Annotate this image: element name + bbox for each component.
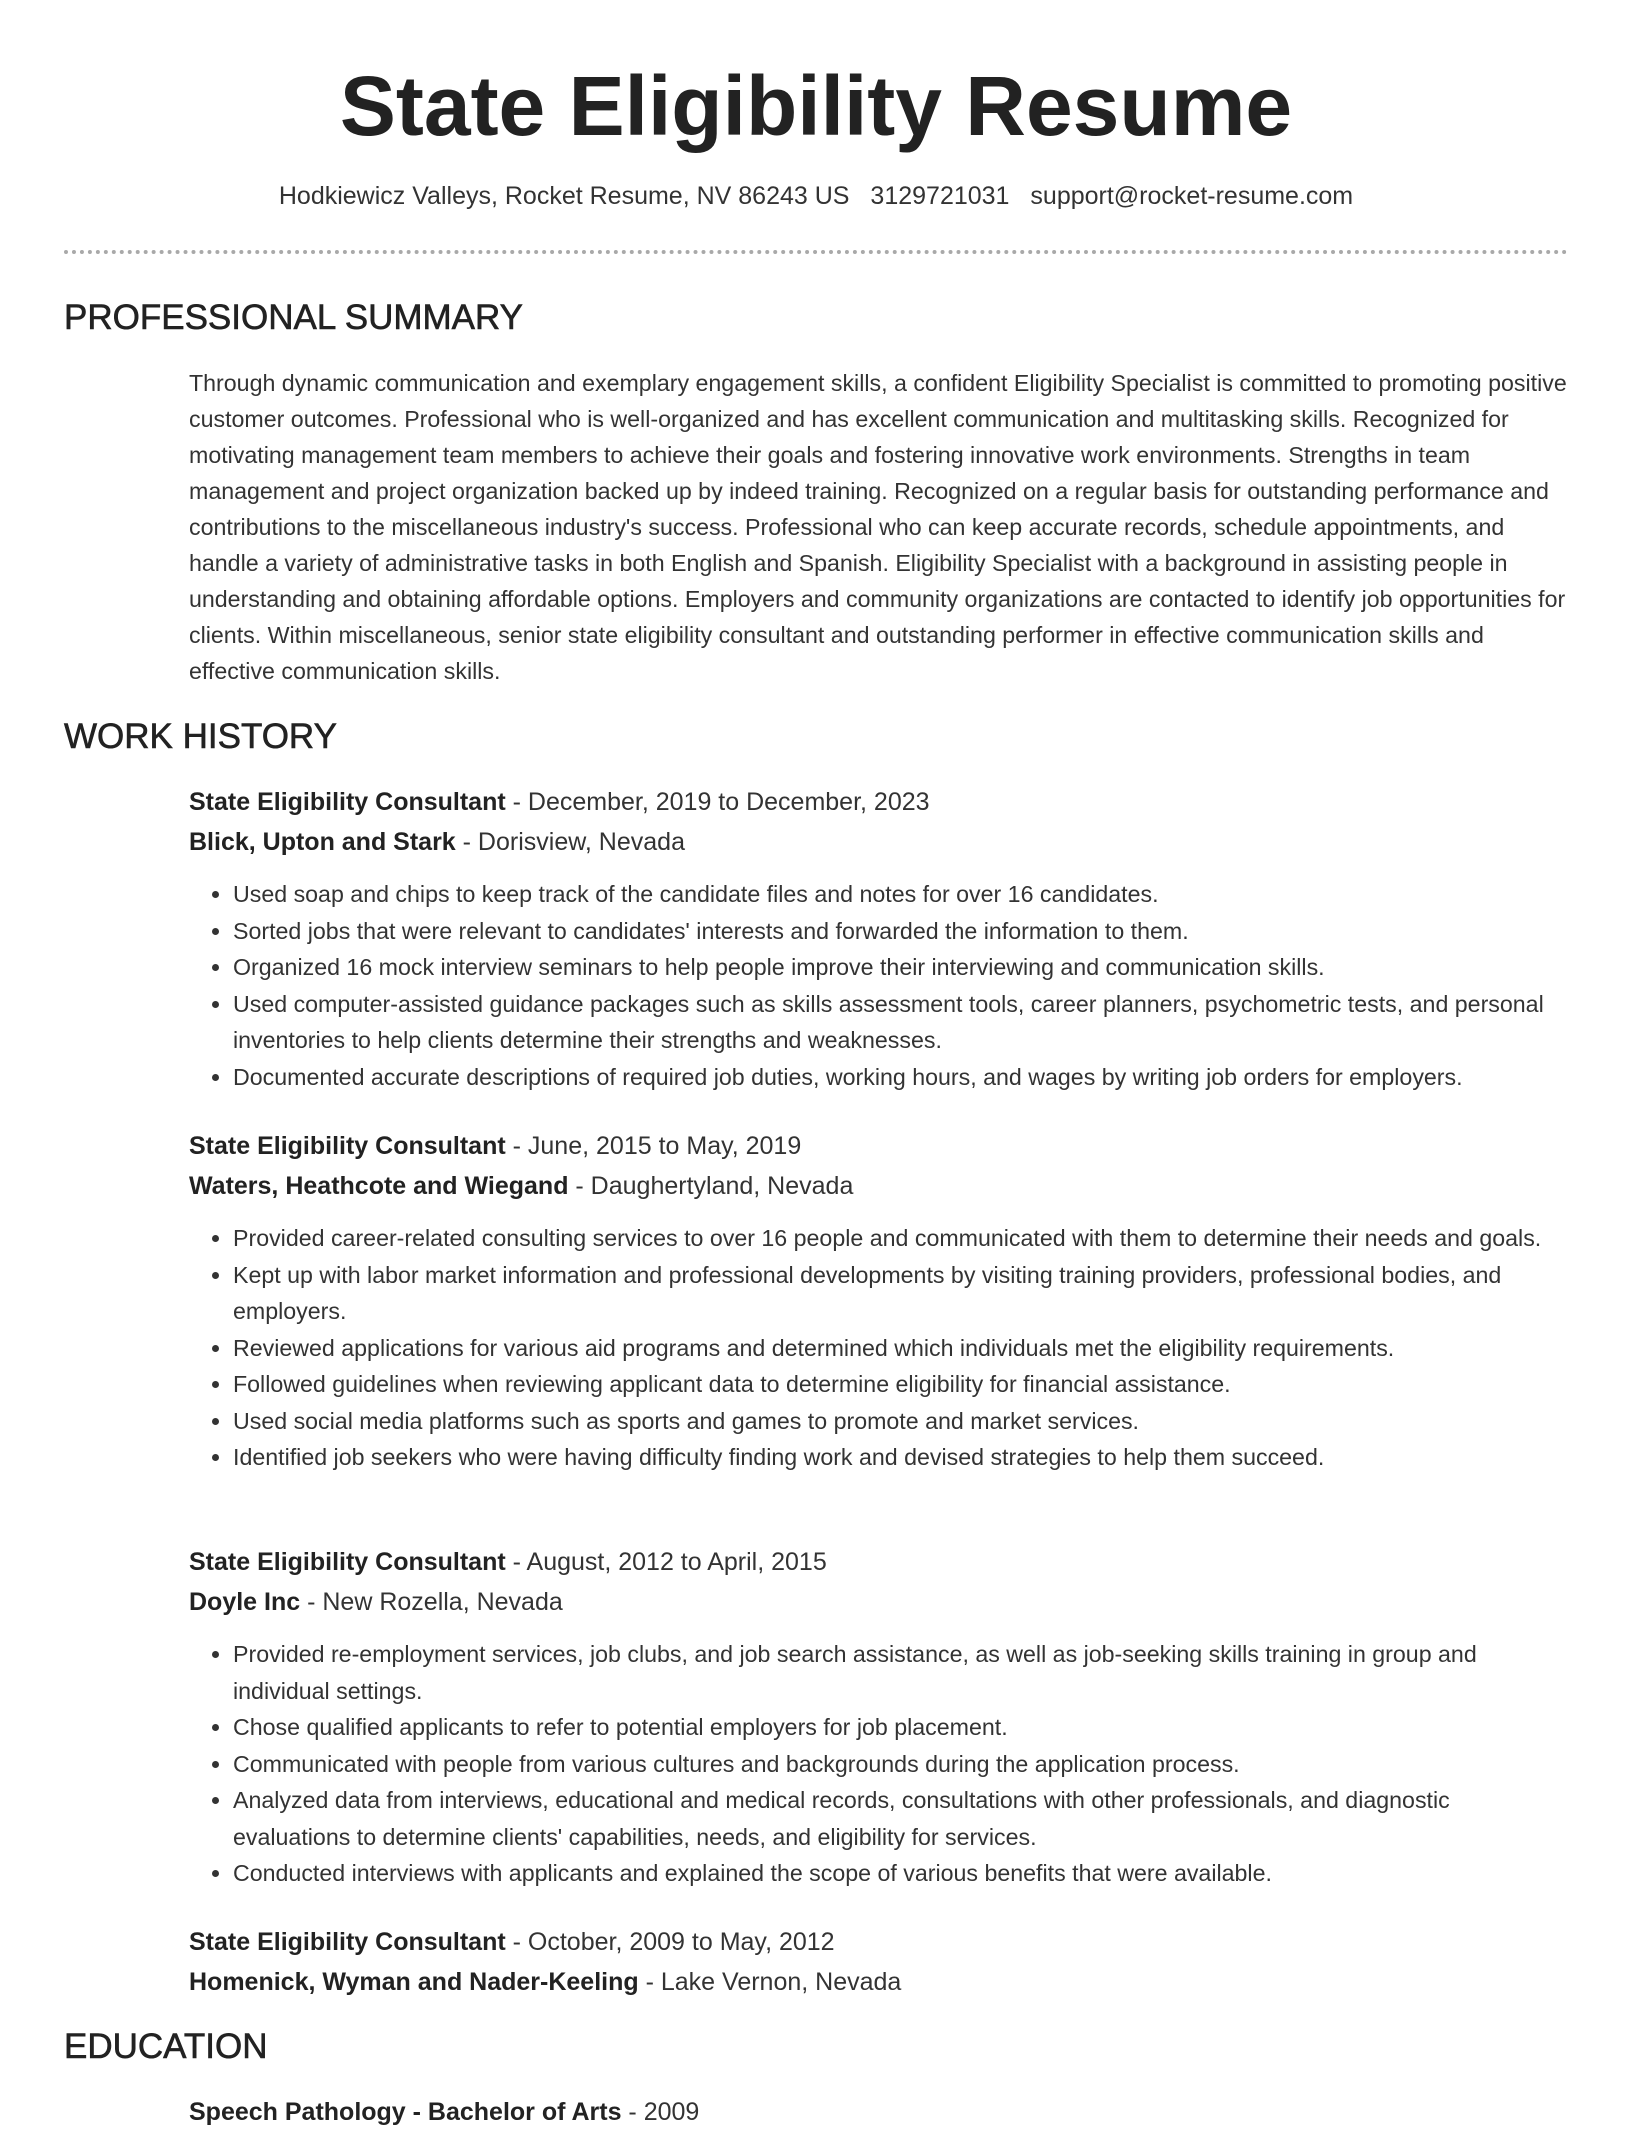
job-duties xyxy=(189,1636,1568,1892)
job-duty: • Sorted jobs that were relevant to candidates' interests and forwarded the information to them. xyxy=(233,913,1568,950)
job-title: State Eligibility Consultant xyxy=(189,788,506,816)
job-company-line xyxy=(189,1582,1568,1622)
job-entry xyxy=(189,1126,1568,1476)
job-title-line xyxy=(189,1922,1568,1962)
job-entry xyxy=(189,1922,1568,2002)
job-duty: • Communicated with people from various cultures and backgrounds during the application process. xyxy=(233,1746,1568,1783)
job-duty: • Provided career-related consulting services to over 16 people and communicated with them to determine their needs and goals. xyxy=(233,1220,1568,1257)
job-dates: - June, 2015 to May, 2019 xyxy=(505,1132,802,1160)
job-title: State Eligibility Consultant xyxy=(189,1548,506,1576)
work-history-heading: WORK HISTORY xyxy=(64,717,337,756)
job-duties xyxy=(189,1220,1568,1476)
job-company: Waters, Heathcote and Wiegand xyxy=(189,1172,569,1200)
header-divider xyxy=(64,250,1568,254)
education-degree: Speech Pathology - Bachelor of Arts xyxy=(189,2098,622,2126)
job-title: State Eligibility Consultant xyxy=(189,1132,506,1160)
job-duties xyxy=(189,876,1568,1095)
job-location: - Lake Vernon, Nevada xyxy=(638,1968,902,1996)
job-location: - New Rozella, Nevada xyxy=(300,1588,563,1616)
job-company: Blick, Upton and Stark xyxy=(189,828,456,856)
job-company: Doyle Inc xyxy=(189,1588,301,1616)
job-entry xyxy=(189,782,1568,1095)
job-entry xyxy=(189,1542,1568,1892)
summary-heading: PROFESSIONAL SUMMARY xyxy=(64,298,523,337)
job-title-line xyxy=(189,782,1568,822)
job-duty: • Chose qualified applicants to refer to potential employers for job placement. xyxy=(233,1709,1568,1746)
job-dates: - August, 2012 to April, 2015 xyxy=(505,1548,827,1576)
education-heading: EDUCATION xyxy=(64,2027,268,2066)
contact-phone: 3129721031 xyxy=(870,182,1010,210)
job-dates: - December, 2019 to December, 2023 xyxy=(505,788,930,816)
job-duty: • Reviewed applications for various aid programs and determined which individuals met the eligibility requirements. xyxy=(233,1330,1568,1367)
job-company-line xyxy=(189,822,1568,862)
job-duty: • Analyzed data from interviews, educational and medical records, consultations with other professionals, and diagnostic evaluations to determine clients' capabilities, needs, and eligibility for services. xyxy=(233,1782,1568,1855)
job-company-line xyxy=(189,1166,1568,1206)
job-duty: • Kept up with labor market information and professional developments by visiting training providers, professional bodies, and employers. xyxy=(233,1257,1568,1330)
job-title-line xyxy=(189,1542,1568,1582)
contact-email: support@rocket-resume.com xyxy=(1030,182,1354,210)
job-duty: • Organized 16 mock interview seminars to help people improve their interviewing and communication skills. xyxy=(233,949,1568,986)
summary-text: Through dynamic communication and exemplary engagement skills, a confident Eligibility Specialist is committed to promoting positive customer outcomes. Professional who is well-organized and has excellent communication and multitasking skills. Recognized for motivating management team members to achieve their goals and fostering innovative work environments. Strengths in team management and project organization backed up by indeed training. Recognized on a regular basis for outstanding performance and contributions to the miscellaneous industry's success. Professional who can keep accurate records, schedule appointments, and handle a variety of administrative tasks in both English and Spanish. Eligibility Specialist with a background in assisting people in understanding and obtaining affordable options. Employers and community organizations are contacted to identify job opportunities for clients. Within miscellaneous, senior state eligibility consultant and outstanding performer in effective communication skills and effective communication skills. xyxy=(189,370,1567,684)
job-location: - Daughertyland, Nevada xyxy=(568,1172,854,1200)
contact-address: Hodkiewicz Valleys, Rocket Resume, NV 86243 US xyxy=(278,182,850,210)
job-duty: • Used computer-assisted guidance packages such as skills assessment tools, career planners, psychometric tests, and personal inventories to help clients determine their strengths and weaknesses. xyxy=(233,986,1568,1059)
job-duty: • Used soap and chips to keep track of the candidate files and notes for over 16 candidates. xyxy=(233,876,1568,913)
job-duty: • Provided re-employment services, job clubs, and job search assistance, as well as job-seeking skills training in group and individual settings. xyxy=(233,1636,1568,1709)
job-dates: - October, 2009 to May, 2012 xyxy=(505,1928,835,1956)
education-year: - 2009 xyxy=(621,2098,700,2126)
job-location: - Dorisview, Nevada xyxy=(455,828,685,856)
job-duty: • Followed guidelines when reviewing applicant data to determine eligibility for financial assistance. xyxy=(233,1366,1568,1403)
job-company: Homenick, Wyman and Nader-Keeling xyxy=(189,1968,639,1996)
job-title: State Eligibility Consultant xyxy=(189,1928,506,1956)
contact-line xyxy=(0,182,1632,211)
job-company-line xyxy=(189,1962,1568,2002)
job-duty: • Identified job seekers who were having difficulty finding work and devised strategies to help them succeed. xyxy=(233,1439,1568,1476)
job-title-line xyxy=(189,1126,1568,1166)
resume-title: State Eligibility Resume xyxy=(339,59,1293,153)
education-entry xyxy=(189,2092,699,2132)
job-duty: • Used social media platforms such as sports and games to promote and market services. xyxy=(233,1403,1568,1440)
job-duty: • Documented accurate descriptions of required job duties, working hours, and wages by writing job orders for employers. xyxy=(233,1059,1568,1096)
job-duty: • Conducted interviews with applicants and explained the scope of various benefits that were available. xyxy=(233,1855,1568,1892)
